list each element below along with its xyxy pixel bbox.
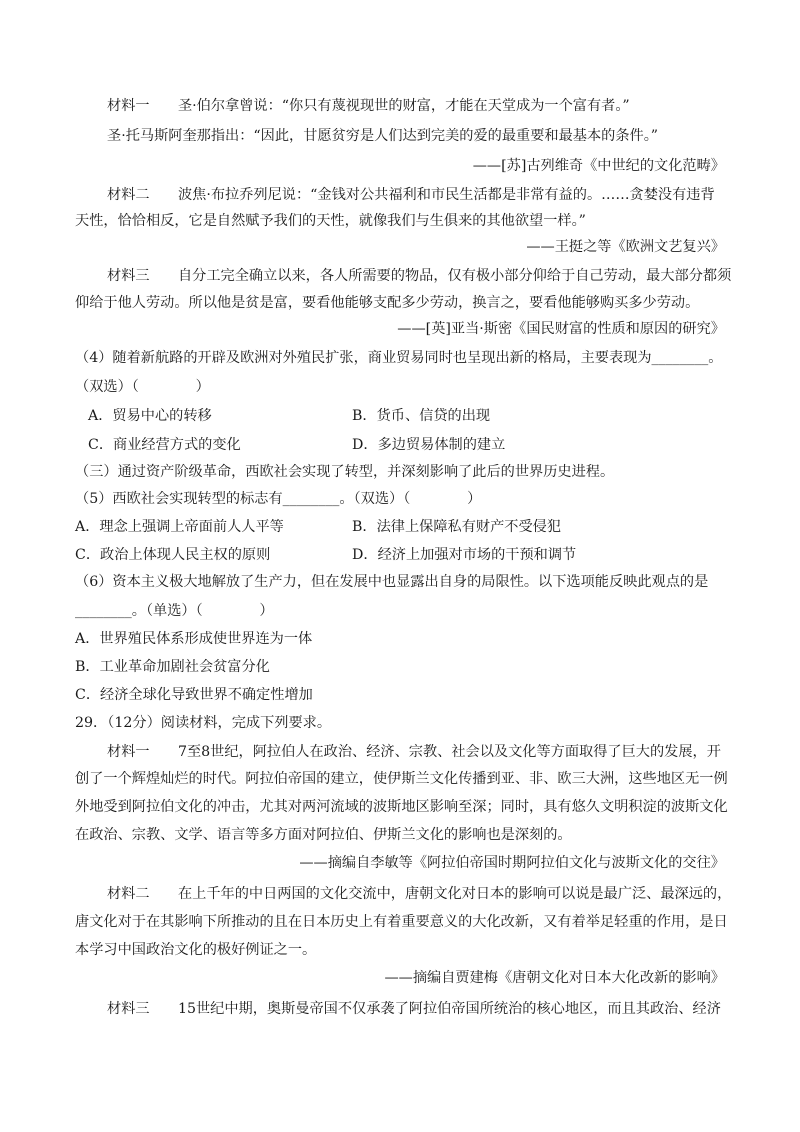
- question-4-option-c[interactable]: C．商业经营方式的变化: [88, 437, 241, 453]
- question-4-stem: （4）随着新航路的开辟及欧洲对外殖民扩张，商业贸易同时也呈现出新的格局，主要表现为________。: [75, 350, 723, 366]
- question-4-option-row-2: [88, 434, 738, 456]
- q29-material-3-line-1: 材料三 15世纪中期，奥斯曼帝国不仅承袭了阿拉伯帝国所统治的核心地区，而且其政治、经济: [107, 1001, 721, 1017]
- question-5-option-row-1: [75, 516, 725, 538]
- material-3-source: ——[英]亚当·斯密《国民财富的性质和原因的研究》: [397, 321, 725, 337]
- question-6-option-a[interactable]: A．世界殖民体系形成使世界连为一体: [75, 631, 313, 647]
- material-2-line-1: 材料二 波焦·布拉乔列尼说：“金钱对公共福利和市民生活都是非常有益的。……贪婪没有违背: [107, 187, 715, 203]
- q29-material-2-line-1: 材料二 在上千年的中日两国的文化交流中，唐朝文化对日本的影响可以说是最广泛、最深远的，: [107, 886, 732, 902]
- question-5-option-a[interactable]: A．理念上强调上帝面前人人平等: [75, 519, 284, 535]
- q29-material-2-line-3: 本学习中国政治文化的极好例证之一。: [75, 942, 317, 958]
- material-2-source: ——王挺之等《欧洲文艺复兴》: [526, 239, 725, 255]
- question-5-option-row-2: [75, 544, 725, 566]
- question-6-stem: （6）资本主义极大地解放了生产力，但在发展中也显露出自身的局限性。以下选项能反映此观点的是: [75, 574, 709, 590]
- question-5-option-d[interactable]: D．经济上加强对市场的干预和调节: [352, 547, 577, 563]
- question-4-option-row-1: [88, 405, 738, 427]
- q29-material-1-line-3: 外地受到阿拉伯文化的冲击，尤其对两河流域的波斯地区影响至深；同时，具有悠久文明积淀的波斯文化: [75, 799, 728, 815]
- q29-material-1-line-1: 材料一 7至8世纪，阿拉伯人在政治、经济、宗教、社会以及文化等方面取得了巨大的发展，开: [107, 744, 721, 760]
- question-6-option-b[interactable]: B．工业革命加剧社会贫富分化: [75, 659, 270, 675]
- question-4-option-b[interactable]: B．货币、信贷的出现: [352, 408, 491, 424]
- material-1-line-1: 材料一 圣·伯尔拿曾说：“你只有蔑视现世的财富，才能在天堂成为一个富有者。”: [107, 98, 630, 114]
- question-6-type: ________。（单选）（ ）: [75, 603, 274, 619]
- q29-material-2-line-2: 唐文化对于在其影响下所推动的且在日本历史上有着重要意义的大化改新，又有着举足轻重的作用，是日: [75, 914, 728, 930]
- question-29-header: 29．（12分）阅读材料，完成下列要求。: [75, 715, 332, 731]
- material-3-line-1: 材料三 自分工完全确立以来，各人所需要的物品，仅有极小部分仰给于自己劳动，最大部分都须: [107, 268, 732, 284]
- question-5-option-c[interactable]: C．政治上体现人民主权的原则: [75, 547, 271, 563]
- question-6-option-c[interactable]: C．经济全球化导致世界不确定性增加: [75, 687, 313, 703]
- question-5-option-b[interactable]: B．法律上保障私有财产不受侵犯: [352, 519, 562, 535]
- q29-material-2-source: ——摘编自贾建梅《唐朝文化对日本大化改新的影响》: [384, 970, 725, 986]
- material-2-line-2: 天性，恰恰相反，它是自然赋予我们的天性，就像我们与生俱来的其他欲望一样。”: [75, 213, 586, 229]
- question-4-option-d[interactable]: D．多边贸易体制的建立: [352, 437, 506, 453]
- material-1-line-2: 圣·托马斯阿奎那指出：“因此，甘愿贫穷是人们达到完美的爱的最重要和最基本的条件。”: [107, 128, 659, 144]
- q29-material-1-line-4: 在政治、宗教、文学、语言等多方面对阿拉伯、伊斯兰文化的影响也是深刻的。: [75, 827, 572, 843]
- material-1-source: ——[苏]古列维奇《中世纪的文化范畴》: [472, 158, 725, 174]
- question-4-type: （双选）（ ）: [75, 379, 210, 395]
- question-5-stem: （5）西欧社会实现转型的标志有________。（双选）（ ）: [75, 491, 482, 507]
- question-4-option-a[interactable]: A．贸易中心的转移: [88, 408, 212, 424]
- material-3-line-2: 仰给于他人劳动。所以他是贫是富，要看他能够支配多少劳动，换言之，要看他能够购买多少劳动。: [75, 295, 700, 311]
- section-3-heading: （三）通过资产阶级革命，西欧社会实现了转型，并深刻影响了此后的世界历史进程。: [75, 464, 615, 480]
- q29-material-1-line-2: 创了一个辉煌灿烂的时代。阿拉伯帝国的建立，使伊斯兰文化传播到亚、非、欧三大洲，这些地区无一例: [75, 771, 728, 787]
- q29-material-1-source: ——摘编自李敏等《阿拉伯帝国时期阿拉伯文化与波斯文化的交往》: [299, 855, 725, 871]
